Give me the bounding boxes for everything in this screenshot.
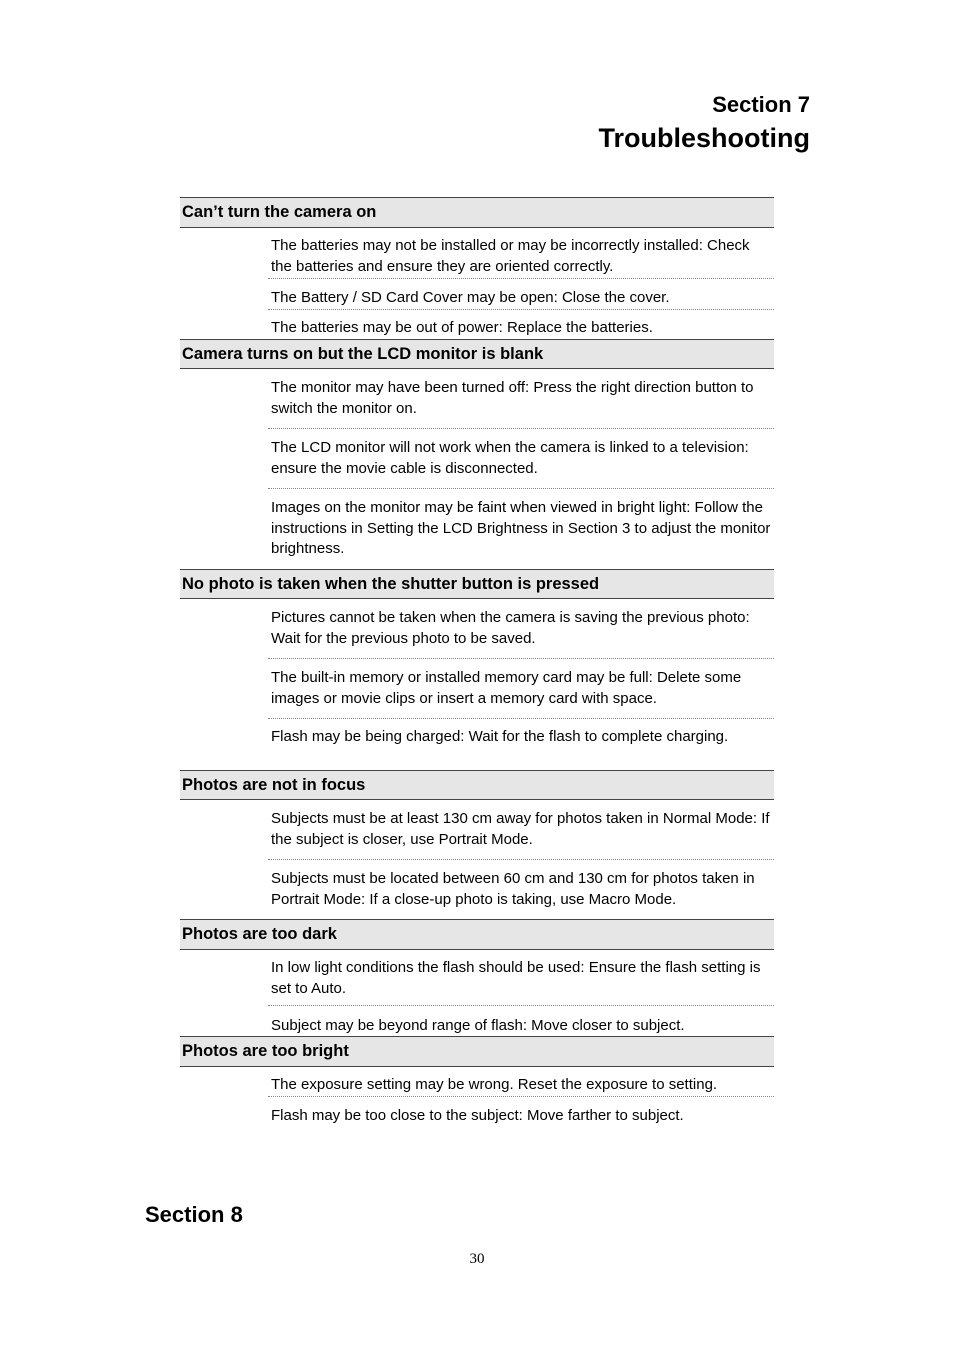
- troubleshoot-item: The monitor may have been turned off: Press the right direction button to switch the monitor on.: [268, 378, 774, 429]
- group-header-not-in-focus: Photos are not in focus: [180, 770, 774, 800]
- troubleshoot-item: Pictures cannot be taken when the camera is saving the previous photo: Wait for the previous photo to be saved.: [268, 608, 774, 659]
- troubleshoot-item: The batteries may not be installed or may be incorrectly installed: Check the batteries and ensure they are oriented correctly.: [268, 236, 774, 279]
- troubleshoot-item: The Battery / SD Card Cover may be open: Close the cover.: [268, 288, 774, 310]
- page-number: 30: [469, 1251, 485, 1267]
- next-section-label: Section 8: [145, 1202, 243, 1227]
- troubleshoot-item: The exposure setting may be wrong. Reset the exposure to setting.: [268, 1075, 774, 1097]
- section-label: Section 7: [712, 92, 810, 117]
- group-header-lcd-blank: Camera turns on but the LCD monitor is blank: [180, 339, 774, 369]
- troubleshoot-item: Flash may be being charged: Wait for the flash to complete charging.: [271, 728, 729, 745]
- troubleshoot-item: The batteries may be out of power: Replace the batteries.: [271, 319, 653, 336]
- group-header-too-bright: Photos are too bright: [180, 1036, 774, 1067]
- troubleshoot-item: Subject may be beyond range of flash: Move closer to subject.: [271, 1017, 685, 1034]
- group-header-too-dark: Photos are too dark: [180, 919, 774, 950]
- troubleshoot-item: Subjects must be located between 60 cm and 130 cm for photos taken in Portrait Mode: If a close-up photo is taking, use Macro Mode.: [271, 870, 755, 908]
- troubleshoot-item: The LCD monitor will not work when the camera is linked to a television: ensure the movie cable is disconnected.: [268, 438, 774, 489]
- group-header-no-photo-taken: No photo is taken when the shutter button is pressed: [180, 569, 774, 599]
- troubleshoot-item: In low light conditions the flash should be used: Ensure the flash setting is set to Auto.: [268, 958, 774, 1006]
- troubleshoot-item: The built-in memory or installed memory card may be full: Delete some images or movie clips or insert a memory card with space.: [268, 668, 774, 719]
- troubleshoot-item: Images on the monitor may be faint when viewed in bright light: Follow the instructions in Setting the LCD Brightness in Section 3 to adjust the monitor brightness.: [271, 499, 771, 557]
- troubleshoot-item: Subjects must be at least 130 cm away for photos taken in Normal Mode: If the subject is closer, use Portrait Mode.: [268, 809, 774, 860]
- page-title: Troubleshooting: [598, 123, 810, 153]
- group-header-camera-wont-turn-on: Can’t turn the camera on: [180, 197, 774, 228]
- troubleshoot-item: Flash may be too close to the subject: Move farther to subject.: [271, 1107, 684, 1124]
